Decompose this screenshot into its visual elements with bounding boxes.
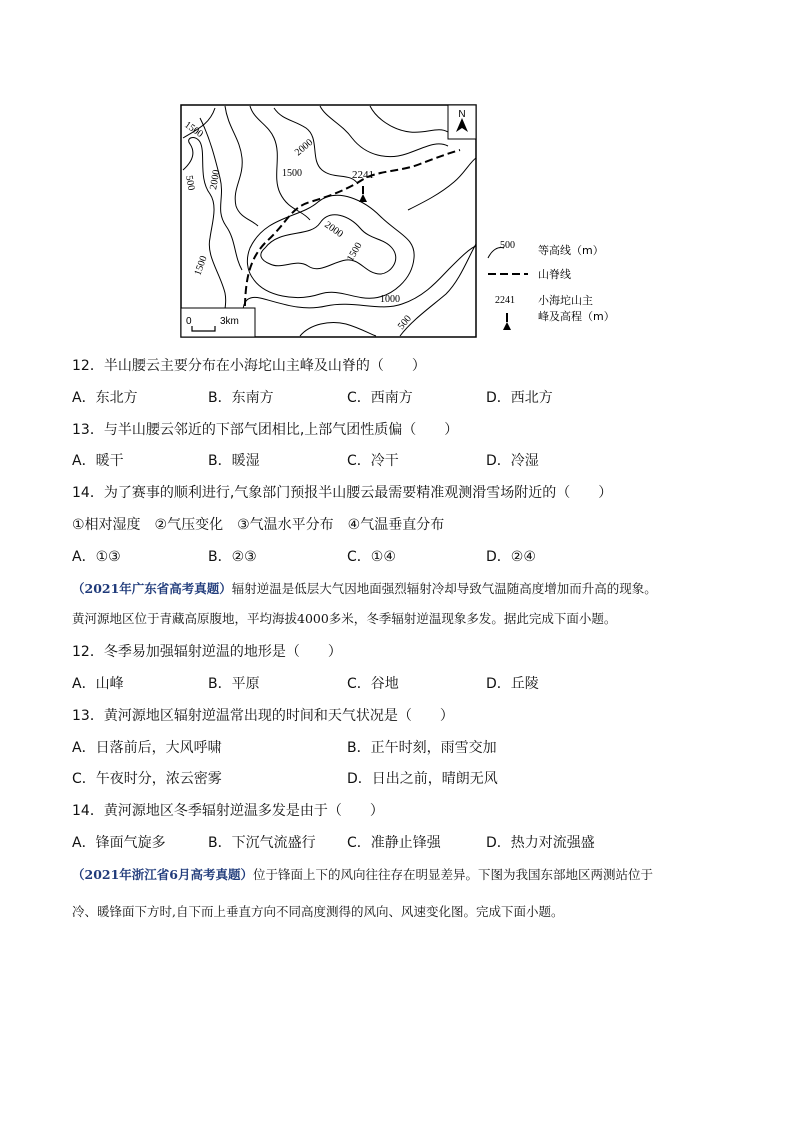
guangdong-intro-line1	[72, 580, 657, 598]
q13-option-a[interactable]: A．暖干	[72, 453, 124, 469]
q12-option-b[interactable]: B．东南方	[208, 390, 274, 406]
intro-text: 位于锋面上下的风向往往存在明显差异。下图为我国东部地区两测站位于	[253, 867, 654, 882]
legend-peak-icon	[503, 313, 511, 330]
q12-2-option-d[interactable]: D．丘陵	[486, 676, 539, 692]
zhejiang-intro-line2: 冷、暖锋面下方时,自下而上垂直方向不同高度测得的风向、风速变化图。完成下面小题。	[72, 904, 564, 919]
contour-label: 1000	[380, 294, 400, 305]
zhejiang-intro-line1	[72, 866, 653, 884]
question-13-stem: 13．与半山腰云邻近的下部气团相比,上部气团性质偏（ ）	[72, 422, 459, 438]
q12-2-option-c[interactable]: C．谷地	[347, 676, 399, 692]
q12-option-c[interactable]: C．西南方	[347, 390, 413, 406]
contour-label: 2000	[292, 137, 316, 159]
q14-option-c[interactable]: C．①④	[347, 549, 396, 565]
question-14-stem-2: 14．黄河源地区冬季辐射逆温多发是由于（ ）	[72, 803, 384, 819]
contour-label: 500	[183, 174, 197, 192]
q12-2-option-a[interactable]: A．山峰	[72, 676, 124, 692]
q14-2-option-a[interactable]: A．锋面气旋多	[72, 835, 166, 851]
q12-option-d[interactable]: D．西北方	[486, 390, 553, 406]
scale-zero: 0	[186, 316, 192, 327]
contour-label: 1500	[192, 254, 210, 278]
contour-label: 2000	[322, 219, 345, 240]
q14-2-option-d[interactable]: D．热力对流强盛	[486, 835, 595, 851]
scale-length: 3km	[220, 316, 239, 327]
q14-2-option-b[interactable]: B．下沉气流盛行	[208, 835, 316, 851]
map-legend	[488, 240, 615, 330]
contour-label: 500	[395, 313, 414, 332]
peak-elevation: 2241	[352, 169, 374, 181]
north-label: N	[458, 109, 466, 120]
question-12-stem: 12．半山腰云主要分布在小海坨山主峰及山脊的（ ）	[72, 358, 426, 374]
guangdong-intro-line2: 黄河源地区位于青藏高原腹地，平均海拔4000多米，冬季辐射逆温现象多发。据此完成下面小题。	[72, 611, 617, 626]
q13-2-option-a[interactable]: A．日落前后，大风呼啸	[72, 740, 222, 756]
legend-peak-label-line2: 峰及高程（m）	[538, 310, 615, 323]
question-12-stem-2: 12．冬季易加强辐射逆温的地形是（ ）	[72, 644, 342, 660]
q13-2-option-b[interactable]: B．正午时刻，雨雪交加	[347, 740, 497, 756]
contour-label: 1500	[282, 168, 302, 179]
legend-contour-value: 500	[500, 240, 515, 251]
q14-2-option-c[interactable]: C．准静止锋强	[347, 835, 441, 851]
question-14-stem: 14．为了赛事的顺利进行,气象部门预报半山腰云最需要精准观测滑雪场附近的（ ）	[72, 485, 613, 501]
legend-ridge-label: 山脊线	[538, 268, 571, 281]
q13-option-c[interactable]: C．冷干	[347, 453, 399, 469]
question-14-items: ①相对湿度 ②气压变化 ③气温水平分布 ④气温垂直分布	[72, 517, 445, 533]
contour-label: 2000	[208, 168, 223, 191]
q13-2-option-c[interactable]: C．午夜时分，浓云密雾	[72, 771, 222, 787]
legend-peak-value: 2241	[495, 295, 515, 306]
intro-text: 辐射逆温是低层大气因地面强烈辐射冷却导致气温随高度增加而升高的现象。	[231, 581, 657, 596]
source-tag: （2021年浙江省6月高考真题）	[72, 867, 253, 882]
contour-label: 1500	[182, 119, 205, 140]
contour-label: 1500	[345, 240, 365, 264]
q13-option-b[interactable]: B．暖湿	[208, 453, 260, 469]
legend-contour-label: 等高线（m）	[538, 244, 604, 257]
q14-option-a[interactable]: A．①③	[72, 549, 121, 565]
topographic-map	[170, 98, 630, 343]
q14-option-b[interactable]: B．②③	[208, 549, 257, 565]
question-13-stem-2: 13．黄河源地区辐射逆温常出现的时间和天气状况是（ ）	[72, 708, 454, 724]
q12-option-a[interactable]: A．东北方	[72, 390, 138, 406]
q14-option-d[interactable]: D．②④	[486, 549, 536, 565]
legend-peak-label-line1: 小海坨山主	[538, 294, 593, 307]
q13-option-d[interactable]: D．冷湿	[486, 453, 539, 469]
scale-box	[181, 308, 255, 337]
source-tag: （2021年广东省高考真题）	[72, 581, 232, 596]
q13-2-option-d[interactable]: D．日出之前，晴朗无风	[347, 771, 498, 787]
q12-2-option-b[interactable]: B．平原	[208, 676, 260, 692]
